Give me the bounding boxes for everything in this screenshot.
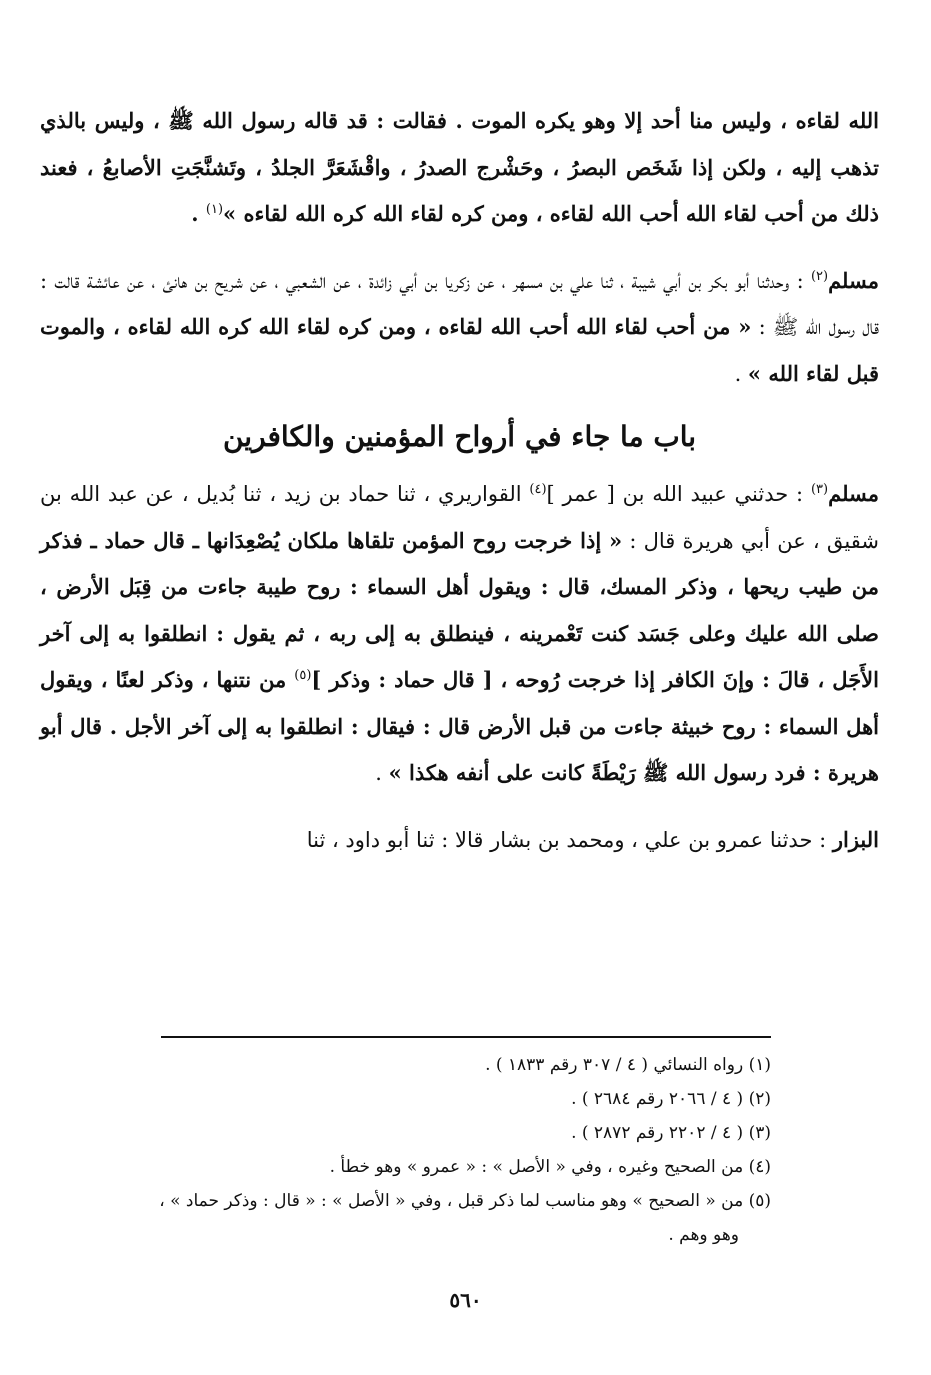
footnote-1: (١) رواه النسائي ( ٤ / ٣٠٧ رقم ١٨٣٣ ) . [485,1055,771,1075]
isnad-text: القواريري ، ثنا حماد بن زيد ، ثنا بُديل ، عن عبد الله بن شقيق ، عن أبي هريرة قال : [40,482,879,553]
footnote-2: (٢) ( ٤ / ٢٠٦٦ رقم ٢٦٨٤ ) . [571,1089,771,1109]
footnote-divider [161,1036,771,1038]
page-number: ٥٦٠ [449,1288,482,1312]
paragraph-end: . [191,201,206,226]
footnote-ref-2[interactable]: (٢) [810,268,829,284]
paragraph-end: . [375,761,389,785]
footnote-ref-3[interactable]: (٣) [810,482,829,497]
isnad-text: : حدثنا عمرو بن علي ، ومحمد بن بشار قالا : ثنا أبو داود ، ثنا [306,827,833,852]
paragraph-end: . [734,361,748,386]
hadith-quote: من نتنها ، وذكر لعنًا ، ويقول أهل السماء : روح خبيثة جاءت من قبل الأرض قال : فيقال : انطلقوا به إلى آخر الأجل . قال أبو هريرة : فرد رسول الله ﷺ رَيْطَةً كانت على أنفه هكذا » [40,667,879,785]
footnote-5: (٥) من « الصحيح » وهو مناسب لما ذكر قبل ، وفي « الأصل » : « قال : وذكر حماد » ، [159,1191,771,1211]
footnote-4: (٤) من الصحيح وغيره ، وفي « الأصل » : « عمرو » وهو خطأ . [329,1157,771,1177]
chapter-heading: باب ما جاء في أرواح المؤمنين والكافرين [222,420,697,453]
footnotes [40,1048,771,1252]
hadith-quote: « من أحب لقاء الله أحب الله لقاءه ، ومن كره لقاء الله كره الله لقاءه ، والموت قبل لقاء الله » [40,314,879,386]
paragraph-souls-hadith [40,471,879,797]
paragraph-muslim-narration [40,258,879,398]
source-name: مسلم [828,481,880,506]
source-name: مسلم [828,267,879,293]
paragraph-bazzar [40,817,879,864]
isnad-text: : حدثني عبيد الله بن [ عمر ] [546,482,811,506]
footnote-ref-1[interactable]: (١) [205,202,224,217]
hadith-quote: « إذا خرجت روح المؤمن تلقاها ملكان يُصْعِدَانها ـ قال حماد ـ فذكر من طيب ريحها ، وذكر المسك، قال : ويقول أهل السماء : روح طيبة جاءت من قِبَل الأرض ، صلى الله عليك وعلى جَسَد كنت تَعْمرينه ، فينطلق به إلى ربه ، ثم يقول : انطلقوا به إلى آخر الأَجَل ، قالَ : وإنَ الكافر إذا خرجت رُوحه ، [ قال حماد : وذكر ] [40,527,879,692]
paragraph-text: الله لقاءه ، وليس منا أحد إلا وهو يكره الموت . فقالت : قد قاله رسول الله ﷺ ، وليس بالذي تذهب إليه ، ولكن إذا شَخَص البصرُ ، وحَشْرج الصدرُ ، واقْشَعَرَّ الجلدُ ، وتَشنَّجَتِ الأصابعُ ، فعند ذلك من أحب لقاء الله أحب الله لقاءه ، ومن كره لقاء الله كره الله لقاءه » [40,108,879,226]
footnote-3: (٣) ( ٤ / ٢٢٠٢ رقم ٢٨٧٢ ) . [571,1123,771,1143]
footnote-ref-4[interactable]: (٤) [529,482,547,497]
paragraph-hadith-aisha-end [40,98,879,238]
footnote-ref-5[interactable]: (٥) [294,668,312,683]
footnote-5-continuation: وهو وهم . [668,1225,739,1245]
isnad-text: : وحدثنا أبو بكر بن أبي شيبة ، ثنا علي بن مسهر ، عن زكريا بن أبي زائدة ، عن الشعبي ، عن شريح بن هانئ ، عن عائشة قالت : قال رسول الله ﷺ : [40,268,879,339]
source-name: البزار [832,826,879,852]
